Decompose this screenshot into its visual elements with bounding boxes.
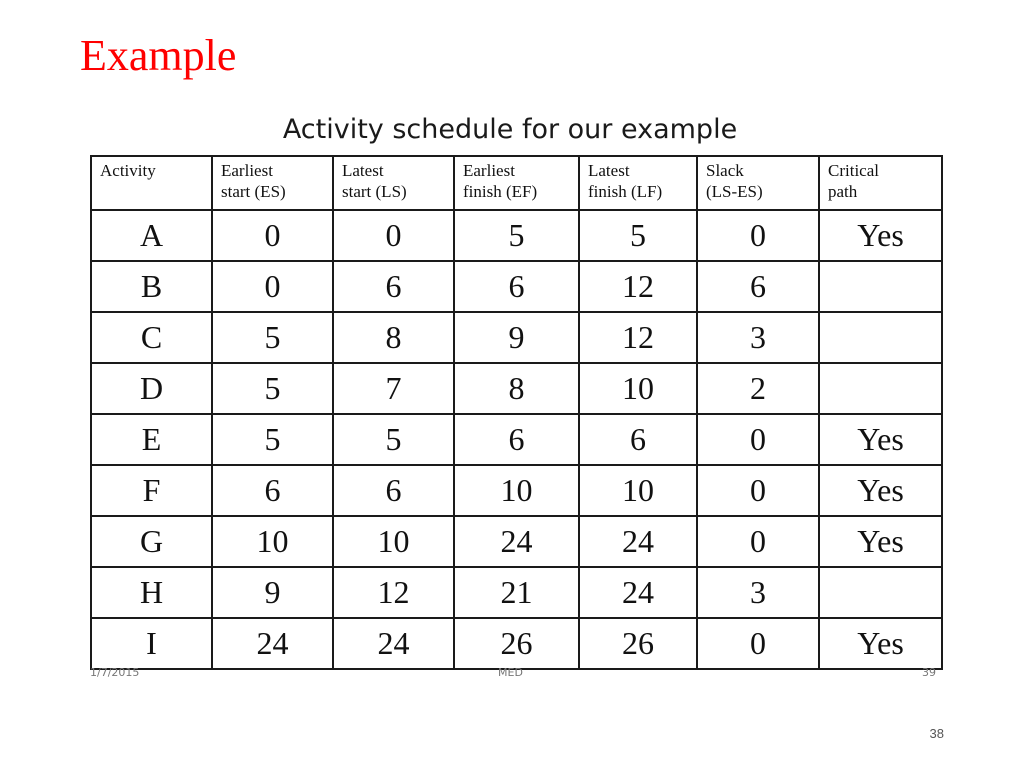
embedded-footer-center: MED <box>498 666 523 679</box>
cell-latest-start: 7 <box>333 363 454 414</box>
cell-latest-finish: 24 <box>579 567 697 618</box>
cell-critical-path: Yes <box>819 465 942 516</box>
cell-activity: H <box>91 567 212 618</box>
cell-earliest-start: 5 <box>212 363 333 414</box>
cell-activity: B <box>91 261 212 312</box>
cell-activity: G <box>91 516 212 567</box>
cell-latest-start: 10 <box>333 516 454 567</box>
cell-latest-start: 5 <box>333 414 454 465</box>
cell-latest-finish: 5 <box>579 210 697 261</box>
embedded-slide-image <box>80 108 960 688</box>
table-row <box>91 261 942 312</box>
cell-earliest-start: 24 <box>212 618 333 669</box>
cell-slack: 0 <box>697 516 819 567</box>
slide-title: Example <box>80 31 237 80</box>
cell-slack: 0 <box>697 210 819 261</box>
cell-latest-start: 12 <box>333 567 454 618</box>
cell-critical-path <box>819 312 942 363</box>
cell-critical-path: Yes <box>819 618 942 669</box>
cell-earliest-finish: 21 <box>454 567 579 618</box>
cell-latest-start: 0 <box>333 210 454 261</box>
column-header-earliest-finish: Earliest finish (EF) <box>454 156 579 210</box>
cell-latest-finish: 10 <box>579 465 697 516</box>
cell-earliest-start: 9 <box>212 567 333 618</box>
embedded-footer-date: 1/7/2015 <box>90 666 140 679</box>
column-header-slack: Slack (LS-ES) <box>697 156 819 210</box>
column-header-critical-path: Critical path <box>819 156 942 210</box>
column-header-activity: Activity <box>91 156 212 210</box>
cell-earliest-finish: 8 <box>454 363 579 414</box>
table-row <box>91 210 942 261</box>
cell-earliest-finish: 9 <box>454 312 579 363</box>
table-row <box>91 618 942 669</box>
cell-activity: C <box>91 312 212 363</box>
cell-earliest-finish: 6 <box>454 261 579 312</box>
column-header-latest-finish: Latest finish (LF) <box>579 156 697 210</box>
cell-latest-start: 6 <box>333 261 454 312</box>
cell-activity: F <box>91 465 212 516</box>
table-row <box>91 516 942 567</box>
table-row <box>91 567 942 618</box>
cell-latest-finish: 24 <box>579 516 697 567</box>
cell-slack: 3 <box>697 312 819 363</box>
cell-slack: 0 <box>697 465 819 516</box>
cell-activity: I <box>91 618 212 669</box>
cell-latest-start: 6 <box>333 465 454 516</box>
table-row <box>91 363 942 414</box>
cell-earliest-start: 0 <box>212 261 333 312</box>
cell-slack: 0 <box>697 414 819 465</box>
cell-activity: A <box>91 210 212 261</box>
cell-critical-path: Yes <box>819 414 942 465</box>
cell-earliest-start: 5 <box>212 414 333 465</box>
slide-page-number: 38 <box>929 726 944 741</box>
table-heading: Activity schedule for our example <box>282 114 738 145</box>
cell-earliest-start: 6 <box>212 465 333 516</box>
cell-latest-finish: 12 <box>579 312 697 363</box>
cell-activity: E <box>91 414 212 465</box>
column-header-latest-start: Latest start (LS) <box>333 156 454 210</box>
cell-latest-finish: 26 <box>579 618 697 669</box>
cell-earliest-finish: 5 <box>454 210 579 261</box>
table-row <box>91 465 942 516</box>
cell-earliest-finish: 24 <box>454 516 579 567</box>
cell-latest-finish: 12 <box>579 261 697 312</box>
cell-critical-path <box>819 363 942 414</box>
cell-slack: 3 <box>697 567 819 618</box>
cell-earliest-finish: 6 <box>454 414 579 465</box>
embedded-footer-page-number: 39 <box>922 666 936 679</box>
cell-critical-path <box>819 567 942 618</box>
cell-earliest-start: 0 <box>212 210 333 261</box>
cell-earliest-start: 5 <box>212 312 333 363</box>
table-row <box>91 312 942 363</box>
cell-latest-finish: 6 <box>579 414 697 465</box>
cell-critical-path <box>819 261 942 312</box>
column-header-earliest-start: Earliest start (ES) <box>212 156 333 210</box>
activity-schedule-table <box>90 155 943 670</box>
cell-latest-finish: 10 <box>579 363 697 414</box>
cell-activity: D <box>91 363 212 414</box>
cell-critical-path: Yes <box>819 210 942 261</box>
cell-earliest-finish: 10 <box>454 465 579 516</box>
cell-slack: 6 <box>697 261 819 312</box>
table-row <box>91 414 942 465</box>
cell-latest-start: 24 <box>333 618 454 669</box>
cell-earliest-start: 10 <box>212 516 333 567</box>
cell-slack: 2 <box>697 363 819 414</box>
cell-latest-start: 8 <box>333 312 454 363</box>
cell-critical-path: Yes <box>819 516 942 567</box>
table-header-row <box>91 156 942 210</box>
cell-earliest-finish: 26 <box>454 618 579 669</box>
cell-slack: 0 <box>697 618 819 669</box>
